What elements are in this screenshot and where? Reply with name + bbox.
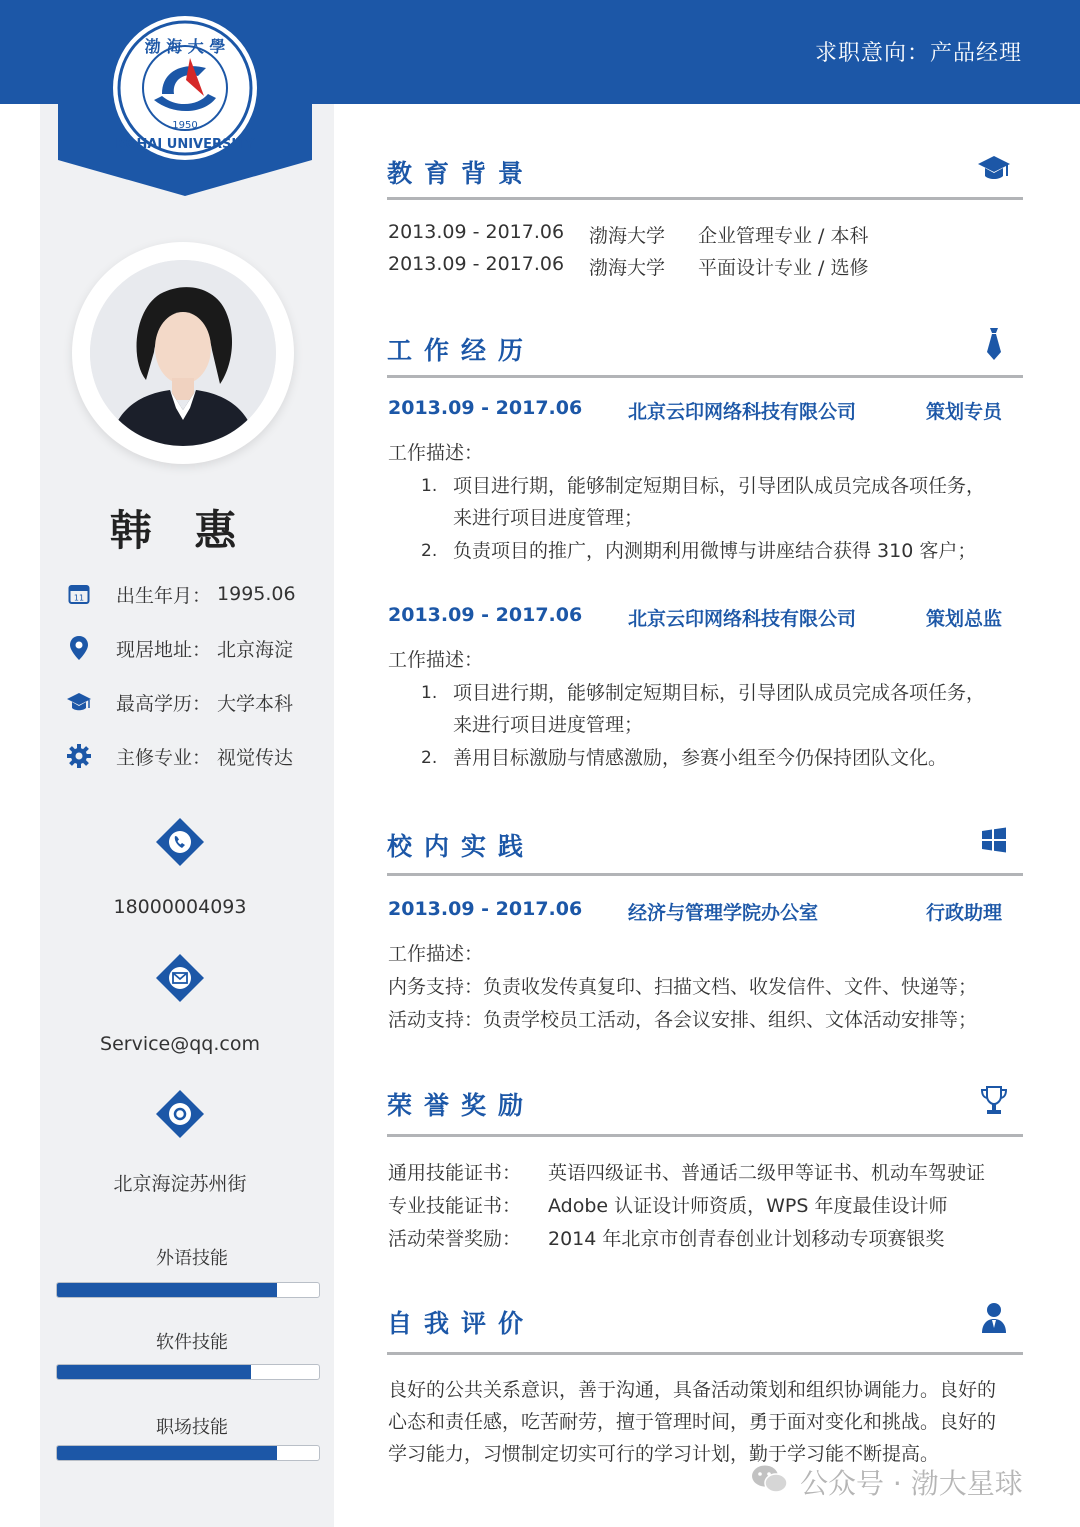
campus-desc-line: 内务支持：负责收发传真复印、扫描文档、收发信件、文件、快递等；	[388, 976, 978, 998]
education-school: 渤海大学	[589, 257, 666, 279]
section-title-education: 教育背景	[387, 159, 536, 188]
watermark	[750, 1462, 1023, 1502]
info-value: 大学本科	[217, 692, 294, 715]
section-title-honors: 荣誉奖励	[387, 1091, 536, 1120]
self-eval-line: 良好的公共关系意识，善于沟通，具备活动策划和组织协调能力。良好的	[388, 1379, 997, 1401]
section-divider	[387, 1134, 1023, 1137]
badge-year: 1950	[172, 120, 198, 131]
home-address: 北京海淀苏州街	[113, 1173, 247, 1195]
section-title-campus: 校内实践	[387, 832, 536, 861]
info-address	[66, 633, 293, 663]
education-major: 平面设计专业 / 选修	[698, 257, 869, 279]
email-icon	[155, 953, 205, 1003]
job-company: 北京云印网络科技有限公司	[628, 401, 857, 423]
job-desc-line: 负责项目的推广，内测期利用微博与讲座结合获得 310 客户；	[453, 540, 977, 562]
section-title-work: 工作经历	[387, 336, 536, 365]
skill-fill	[57, 1446, 277, 1460]
skill-bar-software	[56, 1364, 320, 1380]
user-icon	[974, 1300, 1014, 1336]
list-number: 2.	[421, 541, 438, 561]
job-desc-line: 来进行项目进度管理；	[453, 714, 644, 736]
honor-label: 通用技能证书：	[388, 1162, 522, 1184]
info-value: 视觉传达	[217, 746, 294, 769]
job-role: 策划总监	[926, 608, 1003, 630]
education-row	[388, 253, 868, 280]
honor-value: 2014 年北京市创青春创业计划移动专项赛银奖	[548, 1228, 945, 1250]
job-desc-line: 来进行项目进度管理；	[453, 507, 644, 529]
list-number: 1.	[421, 683, 438, 703]
education-row	[388, 221, 868, 248]
info-birth	[66, 579, 296, 609]
skill-label-language: 外语技能	[156, 1248, 228, 1269]
info-label: 主修专业：	[116, 746, 212, 769]
education-major: 企业管理专业 / 本科	[698, 225, 869, 247]
honor-value: Adobe 认证设计师资质，WPS 年度最佳设计师	[548, 1195, 948, 1217]
location-pin-icon	[66, 635, 92, 661]
info-label: 最高学历：	[116, 692, 212, 715]
phone-number: 18000004093	[113, 896, 247, 918]
section-divider	[387, 1352, 1023, 1355]
svg-text:11: 11	[73, 593, 85, 603]
job-period: 2013.09 - 2017.06	[388, 397, 583, 419]
job-company: 北京云印网络科技有限公司	[628, 608, 857, 630]
section-divider	[387, 375, 1023, 378]
wechat-icon	[750, 1463, 790, 1502]
email-address: Service@qq.com	[100, 1033, 260, 1055]
education-school: 渤海大学	[589, 225, 666, 247]
education-period: 2013.09 - 2017.06	[388, 253, 565, 275]
skill-bar-workplace	[56, 1445, 320, 1461]
windows-icon	[974, 822, 1014, 858]
campus-role: 行政助理	[926, 902, 1003, 924]
profile-photo	[90, 260, 276, 446]
badge-bottom-text: BOHAI UNIVERSITY	[115, 137, 255, 152]
trophy-icon	[974, 1082, 1014, 1118]
university-badge	[58, 0, 312, 196]
info-value: 北京海淀	[217, 638, 294, 661]
skill-fill	[57, 1365, 251, 1379]
calendar-icon	[66, 581, 92, 607]
location-icon	[155, 1089, 205, 1139]
skill-label-workplace: 职场技能	[156, 1417, 228, 1438]
education-period: 2013.09 - 2017.06	[388, 221, 565, 243]
section-divider	[387, 197, 1023, 200]
honor-label: 专业技能证书：	[388, 1195, 522, 1217]
skill-label-software: 软件技能	[156, 1332, 228, 1353]
gear-icon	[66, 743, 92, 769]
candidate-name: 韩 惠	[109, 506, 251, 555]
job-desc-line: 项目进行期，能够制定短期目标，引导团队成员完成各项任务，	[453, 475, 986, 497]
section-divider	[387, 873, 1023, 876]
campus-org: 经济与管理学院办公室	[628, 902, 819, 924]
badge-top-text: 渤 海 大 學	[144, 37, 226, 56]
campus-desc-label: 工作描述：	[388, 943, 484, 965]
info-major	[66, 741, 293, 771]
job-header	[388, 397, 1013, 425]
job-period: 2013.09 - 2017.06	[388, 604, 583, 626]
job-role: 策划专员	[926, 401, 1003, 423]
graduation-cap-icon	[66, 689, 92, 715]
job-intent: 求职意向：产品经理	[814, 41, 1022, 66]
campus-period: 2013.09 - 2017.06	[388, 898, 583, 920]
watermark-text: 公众号 · 渤大星球	[800, 1467, 1023, 1500]
phone-icon	[155, 817, 205, 867]
necktie-icon	[974, 326, 1014, 362]
info-label: 现居地址：	[116, 638, 212, 661]
skill-bar-language	[56, 1282, 320, 1298]
honor-label: 活动荣誉奖励：	[388, 1228, 522, 1250]
honor-value: 英语四级证书、普通话二级甲等证书、机动车驾驶证	[548, 1162, 986, 1184]
list-number: 1.	[421, 476, 438, 496]
list-number: 2.	[421, 748, 438, 768]
job-desc-label: 工作描述：	[388, 442, 484, 464]
info-degree	[66, 687, 293, 717]
skill-fill	[57, 1283, 277, 1297]
info-label: 出生年月：	[116, 584, 212, 607]
job-desc-line: 项目进行期，能够制定短期目标，引导团队成员完成各项任务，	[453, 682, 986, 704]
self-eval-line: 学习能力，习惯制定切实可行的学习计划，勤于学习能不断提高。	[388, 1443, 940, 1465]
job-desc-label: 工作描述：	[388, 649, 484, 671]
graduation-cap-icon	[974, 150, 1014, 186]
self-eval-line: 心态和责任感，吃苦耐劳，擅于管理时间，勇于面对变化和挑战。良好的	[388, 1411, 997, 1433]
job-header	[388, 604, 1013, 632]
job-desc-line: 善用目标激励与情感激励，参赛小组至今仍保持团队文化。	[453, 747, 948, 769]
section-title-self-eval: 自我评价	[387, 1309, 536, 1338]
info-value: 1995.06	[217, 583, 296, 605]
campus-desc-line: 活动支持：负责学校员工活动，各会议安排、组织、文体活动安排等；	[388, 1009, 978, 1031]
campus-header	[388, 898, 1013, 926]
